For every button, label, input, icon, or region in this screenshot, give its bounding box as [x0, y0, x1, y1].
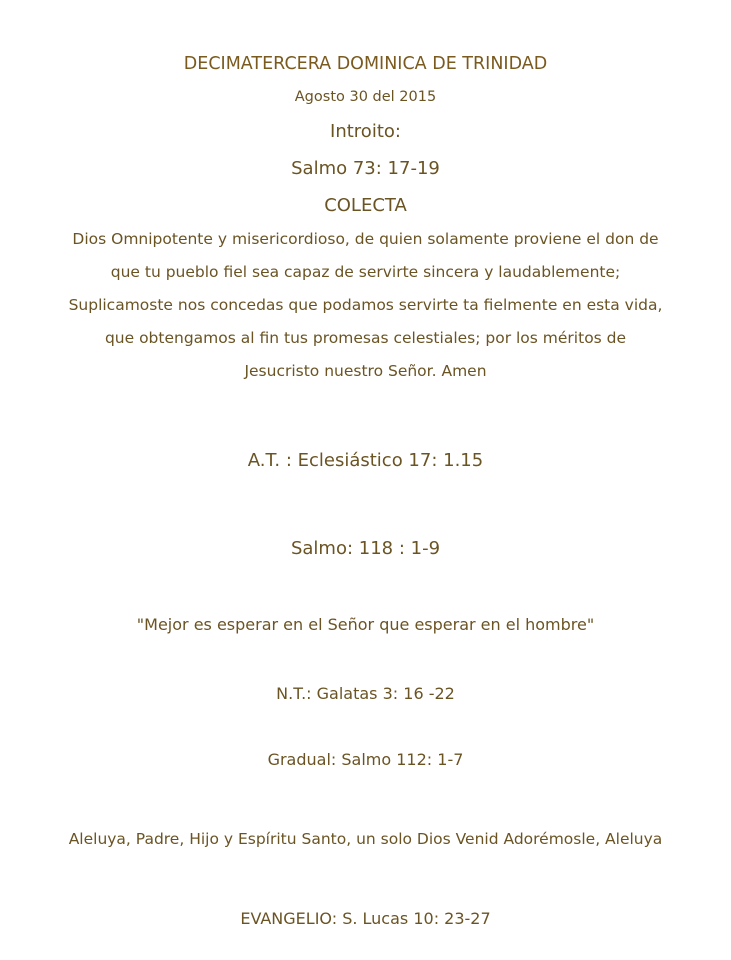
colecta-line-2: que tu pueblo fiel sea capaz de servirte sincera y laudablemente;: [110, 263, 621, 281]
new-testament-reading: N.T.: Galatas 3: 16 -22: [276, 684, 455, 703]
gradual-reading: Gradual: Salmo 112: 1-7: [267, 750, 464, 769]
psalm-quote: "Mejor es esperar en el Señor que esperar en el hombre": [136, 615, 595, 634]
colecta-heading: COLECTA: [324, 195, 407, 216]
introito-heading: Introito:: [330, 121, 401, 142]
colecta-line-3: Suplicamoste nos concedas que podamos servirte ta fielmente en esta vida,: [68, 296, 663, 314]
psalm-reading: Salmo: 118 : 1-9: [290, 538, 441, 559]
aleluya-text: Aleluya, Padre, Hijo y Espíritu Santo, un solo Dios Venid Adorémosle, Aleluya: [68, 830, 663, 848]
old-testament-reading: A.T. : Eclesiástico 17: 1.15: [247, 450, 484, 471]
colecta-line-5: Jesucristo nuestro Señor. Amen: [244, 362, 487, 380]
colecta-line-4: que obtengamos al fin tus promesas celestiales; por los méritos de: [104, 329, 627, 347]
gospel-reading: EVANGELIO: S. Lucas 10: 23-27: [240, 909, 491, 928]
colecta-line-1: Dios Omnipotente y misericordioso, de quien solamente proviene el don de: [72, 230, 659, 248]
page-title: DECIMATERCERA DOMINICA DE TRINIDAD: [183, 54, 548, 74]
date-text: Agosto 30 del 2015: [294, 89, 437, 105]
introito-reading: Salmo 73: 17-19: [291, 158, 440, 179]
